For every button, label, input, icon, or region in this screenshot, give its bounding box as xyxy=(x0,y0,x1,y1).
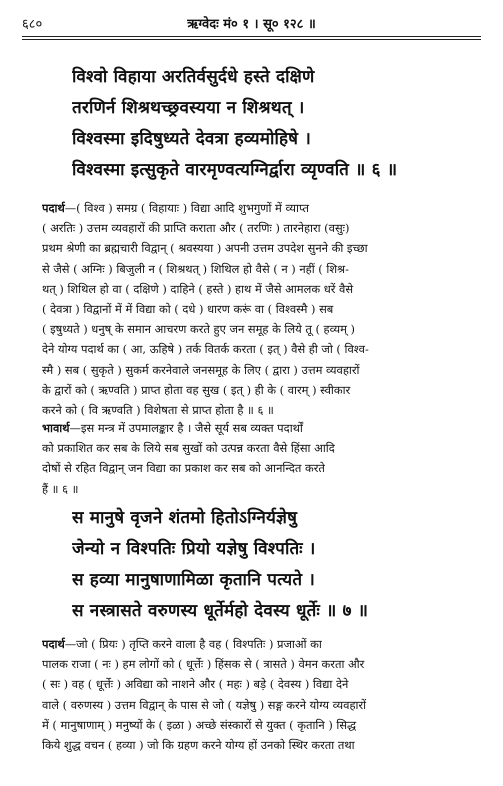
page-header xyxy=(22,10,481,32)
padartha-line: ( सः ) वह ( धूर्त्तेः ) अविद्या को नाशने और ( महः ) बड़े ( देवस्य ) विद्या देने xyxy=(42,677,349,692)
padartha-line: ( इषुध्यते ) धनुष् के समान आचरण करते हुए जन समूह के लिये तू ( हव्यम् ) xyxy=(42,322,355,337)
verse-line: जेन्यो न विश्पतिः प्रियो यज्ञेषु विश्पतिः । xyxy=(72,539,316,559)
padartha-label: पदार्थ xyxy=(42,201,65,215)
padartha-6 xyxy=(42,198,475,420)
bhavartha-line: —इस मन्त्र में उपमालङ्कार है । जैसे सूर्य सब व्यक्त पदार्थों xyxy=(69,421,303,435)
padartha-line: करने को ( वि ऋण्वति ) विशेषता से प्राप्त होता है ॥ ६ ॥ xyxy=(42,403,274,418)
padartha-line: —जो ( प्रियः ) तृप्ति करने वाला है वह ( विश्पतिः ) प्रजाओं का xyxy=(64,637,322,651)
padartha-line: किये शुद्ध वचन ( हव्या ) जो कि ग्रहण करने योग्य हों उनको स्थिर करता तथा xyxy=(42,738,355,753)
verse-line: विश्वो विहाया अरतिर्वसुर्दधे हस्ते दक्षिणे xyxy=(72,67,315,87)
padartha-line: से जैसे ( अग्निः ) बिजुली न ( शिश्रथत् ) शिथिल हो वैसे ( न ) नहीं ( शिश्र- xyxy=(42,261,349,276)
padartha-label: पदार्थ xyxy=(42,637,65,651)
verse-6 xyxy=(72,62,483,186)
verse-line: स नस्त्रासते वरुणस्य धूर्तेर्महो देवस्य धूर्तेः ॥ ७ ॥ xyxy=(72,601,369,621)
padartha-line: स्मै ) सब ( सुकृते ) सुकर्म करनेवाले जनसमूह के लिए ( द्वारा ) उत्तम व्यवहारों xyxy=(42,362,360,377)
bhavartha-label: भावार्थ xyxy=(42,421,70,435)
padartha-line: —( विश्व ) समग्र ( विहायाः ) विद्या आदि शुभगुणों में व्याप्त xyxy=(64,201,309,215)
padartha-line: पालक राजा ( नः ) हम लोगों को ( धूर्त्तेः ) हिंसक से ( त्रासते ) वेमन करता और xyxy=(42,657,365,672)
padartha-line: देने योग्य पदार्थ का ( आ, ऊहिषे ) तर्क वितर्क करता ( इत् ) वैसे ही जो ( विश्व- xyxy=(42,342,369,357)
bhavartha-line: हैं ॥ ६ ॥ xyxy=(42,481,79,496)
bhavartha-line: को प्रकाशित कर सब के लिये सब सुखों को उत्पन्न करता वैसे हिंसा आदि xyxy=(42,441,335,456)
padartha-line: ( देवत्रा ) विद्वानों में में विद्या को ( दधे ) धारण करूं वा ( विश्वस्मै ) सब xyxy=(42,302,334,317)
padartha-7 xyxy=(42,634,475,755)
verse-line: विश्वस्मा इदिषुध्यते देवत्रा हव्यमोहिषे । xyxy=(72,129,311,149)
header-rule xyxy=(22,39,481,40)
verse-line: विश्वस्मा इत्सुकृते वारमृण्वत्यग्निर्द्वारा व्यृण्वति ॥ ६ ॥ xyxy=(72,160,398,180)
page-number: ६८० xyxy=(22,17,43,32)
bhavartha-6 xyxy=(42,418,475,499)
header-rule xyxy=(22,36,481,37)
verse-7 xyxy=(72,503,483,627)
bhavartha-line: दोषों से रहित विद्वान् जन विद्या का प्रकाश कर सब को आनन्दित करते xyxy=(42,461,325,476)
padartha-line: ( अरतिः ) उत्तम व्यवहारों की प्राप्ति कराता और ( तरणिः ) तारनेहारा (वसुः) xyxy=(42,221,350,236)
padartha-line: थत् ) शिथिल हो वा ( दक्षिणे ) दाहिने ( हस्ते ) हाथ में जैसे आमलक धरें वैसे xyxy=(42,281,354,296)
padartha-line: वाले ( वरुणस्य ) उत्तम विद्वान् के पास से जो ( यज्ञेषु ) सङ्ग करने योग्य व्यवहारों xyxy=(42,697,367,712)
verse-line: तरणिर्न शिश्रथच्छ्रवस्यया न शिश्रथत् । xyxy=(72,98,305,118)
verse-line: स हव्या मानुषाणामिळा कृतानि पत्यते । xyxy=(72,570,315,590)
running-title: ऋग्वेदः मं० १ । सू० १२८ ॥ xyxy=(187,17,316,32)
padartha-line: प्रथम श्रेणी का ब्रह्मचारी विद्वान् ( श्रवस्यया ) अपनी उत्तम उपदेश सुनने की इच्छा xyxy=(42,241,368,256)
padartha-line: के द्वारों को ( ऋण्वति ) प्राप्त होता वह सुख ( इत् ) ही के ( वारम् ) स्वीकार xyxy=(42,382,351,397)
padartha-line: में ( मानुषाणाम् ) मनुष्यों के ( इळा ) अच्छे संस्कारों से युक्त ( कृतानि ) सिद्ध xyxy=(42,717,357,732)
verse-line: स मानुषे वृजने शंतमो हितोऽग्निर्यज्ञेषु xyxy=(72,508,298,528)
